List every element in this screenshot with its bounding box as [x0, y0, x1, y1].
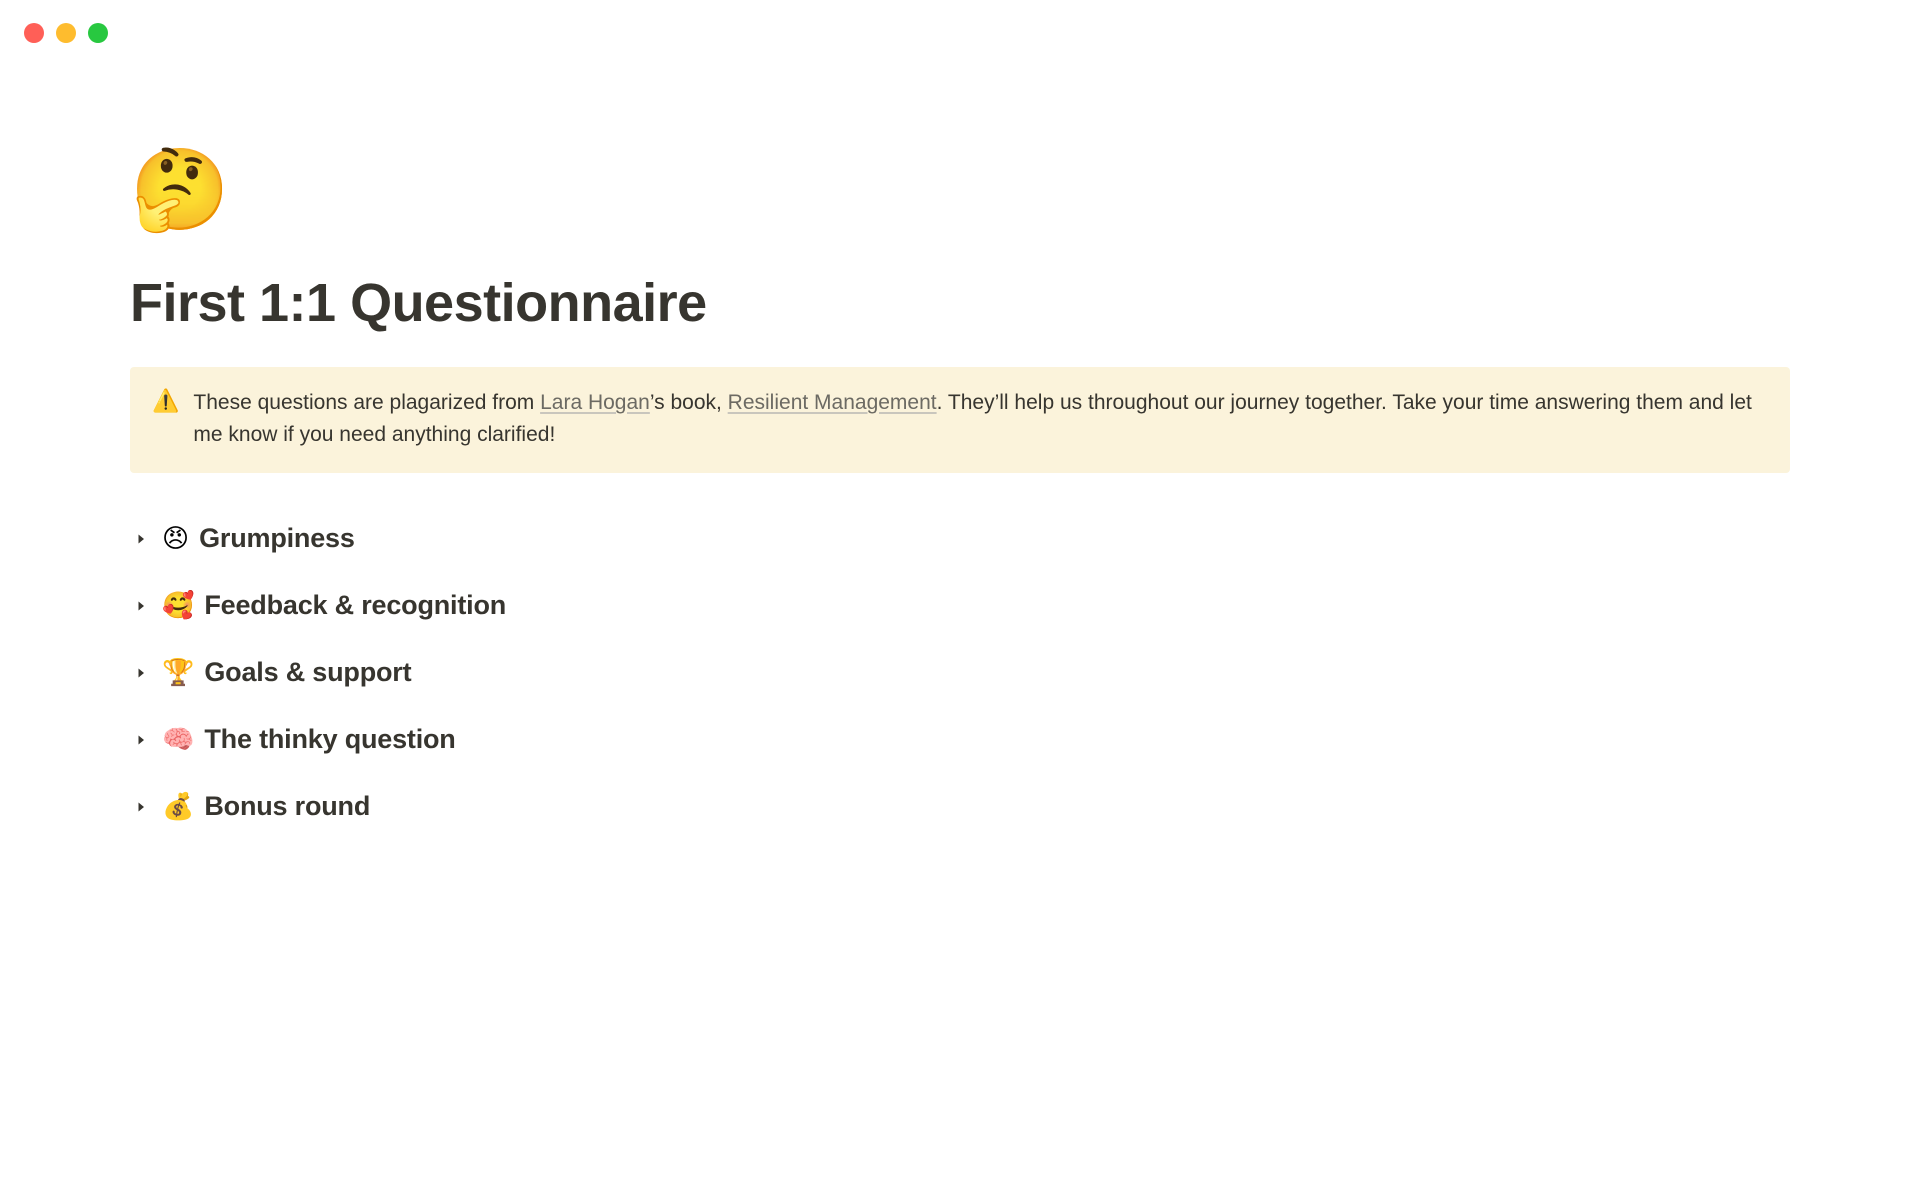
toggle-emoji: 😠 [162, 523, 190, 554]
warning-icon: ⚠️ [152, 389, 180, 415]
chevron-right-icon[interactable] [130, 729, 152, 751]
toggle-label: The thinky question [204, 724, 456, 755]
toggle-item-thinky-question[interactable] [130, 716, 1790, 763]
lara-hogan-link[interactable]: Lara Hogan [540, 391, 650, 415]
toggle-emoji: 🧠 [162, 724, 195, 755]
toggle-item-bonus-round[interactable] [130, 783, 1790, 830]
toggle-emoji: 🥰 [162, 590, 195, 621]
page-emoji-icon[interactable]: 🤔 [130, 143, 230, 236]
toggle-item-grumpiness[interactable] [130, 515, 1790, 562]
callout-text-part3: . They’ll help us throughout our journey together. Take your time answering them and let me know if you need anything clarified! [193, 391, 1752, 447]
chevron-right-icon[interactable] [130, 796, 152, 818]
toggle-list [130, 515, 1790, 830]
chevron-right-icon[interactable] [130, 528, 152, 550]
callout-text-part1: These questions are plagarized from [193, 391, 541, 415]
callout-block [130, 367, 1790, 473]
chevron-right-icon[interactable] [130, 595, 152, 617]
chevron-right-icon[interactable] [130, 662, 152, 684]
toggle-label: Bonus round [204, 791, 371, 822]
page-title: First 1:1 Questionnaire [130, 273, 707, 333]
toggle-emoji: 💰 [162, 791, 195, 822]
toggle-label: Grumpiness [199, 523, 355, 554]
callout-text [193, 387, 1766, 451]
toggle-label: Feedback & recognition [204, 590, 507, 621]
toggle-item-feedback-recognition[interactable] [130, 582, 1790, 629]
callout-text-part2: ’s book, [649, 391, 728, 415]
toggle-label: Goals & support [204, 657, 412, 688]
resilient-management-link[interactable]: Resilient Management [727, 391, 937, 415]
toggle-item-goals-support[interactable] [130, 649, 1790, 696]
toggle-emoji: 🏆 [162, 657, 195, 688]
